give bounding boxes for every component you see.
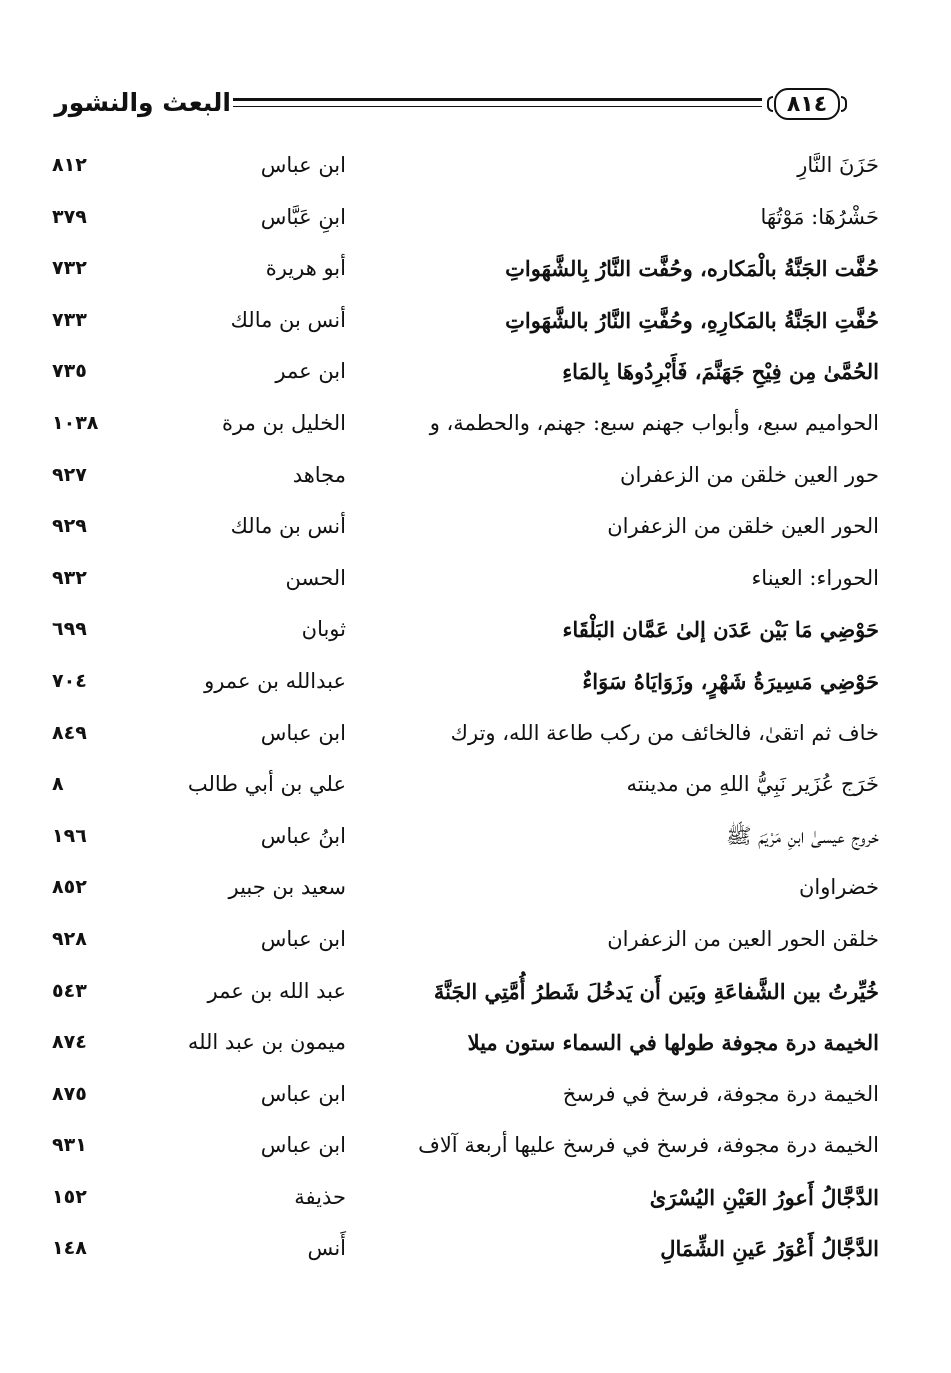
- hadith-text: الدَّجَّالُ أَعورُ العَيْنِ اليُسْرَىٰ: [649, 1184, 879, 1210]
- index-row: [0, 1069, 951, 1121]
- index-row: [0, 501, 951, 553]
- narrator-name: ميمون بن عبد الله: [187, 1030, 346, 1055]
- page-reference: ٧٠٤: [52, 669, 87, 692]
- narrator-name: ابن عباس: [260, 926, 346, 951]
- narrator-name: أنس بن مالك: [230, 514, 346, 539]
- narrator-name: ابن عباس: [260, 1081, 346, 1106]
- hadith-text: الدَّجَّالُ أَعْوَرُ عَينِ الشِّمَالِ: [660, 1236, 879, 1262]
- index-row: [0, 1223, 951, 1275]
- index-row: [0, 346, 951, 398]
- index-row: [0, 1120, 951, 1172]
- index-row: [0, 295, 951, 347]
- narrator-name: ابنُ عباس: [260, 823, 346, 848]
- page-reference: ٩٣٢: [52, 566, 87, 589]
- page-reference: ٧٣٥: [52, 360, 87, 383]
- hadith-text: خَرَج عُزَير نَبِيُّ اللهِ من مدينته: [626, 772, 879, 797]
- header-rule: [233, 98, 762, 107]
- page-reference: ٧٣٢: [52, 257, 87, 280]
- narrator-name: ابنِ عَبَّاس: [260, 204, 346, 229]
- page-reference: ٨٧٤: [52, 1031, 87, 1054]
- page-number: ٨١٤: [774, 88, 840, 120]
- hadith-text: الخيمة درة مجوفة، فرسخ في فرسخ: [562, 1081, 879, 1106]
- hadith-text: خاف ثم اتقىٰ، فالخائف من ركب طاعة الله، وترك: [450, 720, 879, 745]
- hadith-text: الحواميم سبع، وأبواب جهنم سبع: جهنم، والحطمة، و: [429, 410, 879, 435]
- page-header: [54, 86, 840, 126]
- page-reference: ٨: [52, 773, 64, 796]
- narrator-name: الحسن: [285, 565, 346, 590]
- hadith-text: الحور العين خلقن من الزعفران: [607, 514, 879, 539]
- page-reference: ٣٧٩: [52, 205, 87, 228]
- hadith-text: حَوْضِي مَسِيرَةُ شَهْرٍ، وزَوَايَاهُ سَوَاءٌ: [582, 668, 879, 694]
- index-row: [0, 914, 951, 966]
- page-reference: ٨٧٥: [52, 1082, 87, 1105]
- hadith-text: حور العين خلقن من الزعفران: [620, 462, 879, 487]
- narrator-name: عبدالله بن عمرو: [204, 668, 346, 693]
- index-row: [0, 398, 951, 450]
- hadith-text: حَوْضِي مَا بَيْن عَدَن إلىٰ عَمَّان البَلْقَاء: [562, 617, 879, 643]
- page-reference: ٨٤٩: [52, 721, 87, 744]
- index-row: [0, 1172, 951, 1224]
- index-row: [0, 450, 951, 502]
- page-reference: ٩٣١: [52, 1134, 87, 1157]
- hadith-text: الخيمة درة مجوفة طولها في السماء ستون ميلا: [467, 1030, 879, 1056]
- page-reference: ٩٢٩: [52, 515, 87, 538]
- narrator-name: أبو هريرة: [265, 256, 346, 281]
- index-row: [0, 553, 951, 605]
- narrator-name: ابن عباس: [260, 153, 346, 177]
- page-reference: ٩٢٨: [52, 927, 87, 950]
- narrator-name: ابن عمر: [275, 359, 346, 384]
- index-row: [0, 656, 951, 708]
- hadith-index-list: [0, 140, 951, 1275]
- hadith-text: حُفَّت الجَنَّةُ بالْمَكاره، وحُفَّت النَّارُ بِالشَّهَواتِ: [505, 256, 879, 282]
- hadith-text: حَزَنَ النَّارِ: [797, 153, 879, 177]
- narrator-name: علي بن أبي طالب: [187, 772, 346, 797]
- index-row: [0, 192, 951, 244]
- page-reference: ٦٩٩: [52, 618, 87, 641]
- hadith-text: حَشْرُهَا: مَوْتُهَا: [760, 204, 879, 229]
- narrator-name: حذيفة: [294, 1184, 346, 1209]
- page-reference: ١٤٨: [52, 1237, 87, 1260]
- hadith-text: خضراوان: [798, 875, 879, 900]
- narrator-name: عبد الله بن عمر: [207, 978, 346, 1003]
- hadith-text: حُفَّتِ الجَنَّةُ بالمَكارِهِ، وحُفَّتِ النَّارُ بالشَّهَواتِ: [505, 307, 879, 333]
- page-reference: ٨٥٢: [52, 876, 87, 899]
- narrator-name: أنس بن مالك: [230, 307, 346, 332]
- narrator-name: مجاهد: [292, 462, 346, 487]
- hadith-text: خروج عيسىٰ ابنِ مَرْيَمَ ﷺ: [726, 823, 879, 848]
- hadith-text: خُيِّرتُ بين الشَّفاعَةِ وبَين أَن يَدخُلَ شَطرُ أُمَّتِي الجَنَّةَ: [433, 978, 879, 1004]
- page-reference: ٨١٢: [52, 154, 87, 176]
- page-reference: ١٥٢: [52, 1185, 87, 1208]
- index-row: [0, 708, 951, 760]
- page-reference: ٧٣٣: [52, 308, 87, 331]
- page-reference: ١٠٣٨: [52, 411, 99, 434]
- index-row: [0, 759, 951, 811]
- index-row: [0, 862, 951, 914]
- page-reference: ١٩٦: [52, 824, 87, 847]
- narrator-name: ثوبان: [301, 617, 346, 642]
- index-row: [0, 604, 951, 656]
- page-reference: ٩٢٧: [52, 463, 87, 486]
- hadith-text: خلقن الحور العين من الزعفران: [607, 926, 879, 951]
- narrator-name: الخليل بن مرة: [221, 410, 346, 435]
- hadith-text: الحوراء: العيناء: [751, 565, 879, 590]
- index-row: [0, 243, 951, 295]
- index-row: [0, 140, 951, 192]
- hadith-text: الحُمَّىٰ مِن فِيْحِ جَهَنَّمَ، فَأَبْرِدُوهَا بِالمَاءِ: [562, 359, 879, 385]
- narrator-name: ابن عباس: [260, 1133, 346, 1158]
- narrator-name: سعيد بن جبير: [228, 875, 346, 900]
- index-row: [0, 1017, 951, 1069]
- index-row: [0, 811, 951, 863]
- hadith-text: الخيمة درة مجوفة، فرسخ في فرسخ عليها أربعة آلاف: [418, 1133, 879, 1158]
- book-title: البعث والنشور: [54, 88, 231, 117]
- narrator-name: أَنس: [307, 1236, 346, 1261]
- narrator-name: ابن عباس: [260, 720, 346, 745]
- index-row: [0, 966, 951, 1018]
- page-reference: ٥٤٣: [52, 979, 87, 1002]
